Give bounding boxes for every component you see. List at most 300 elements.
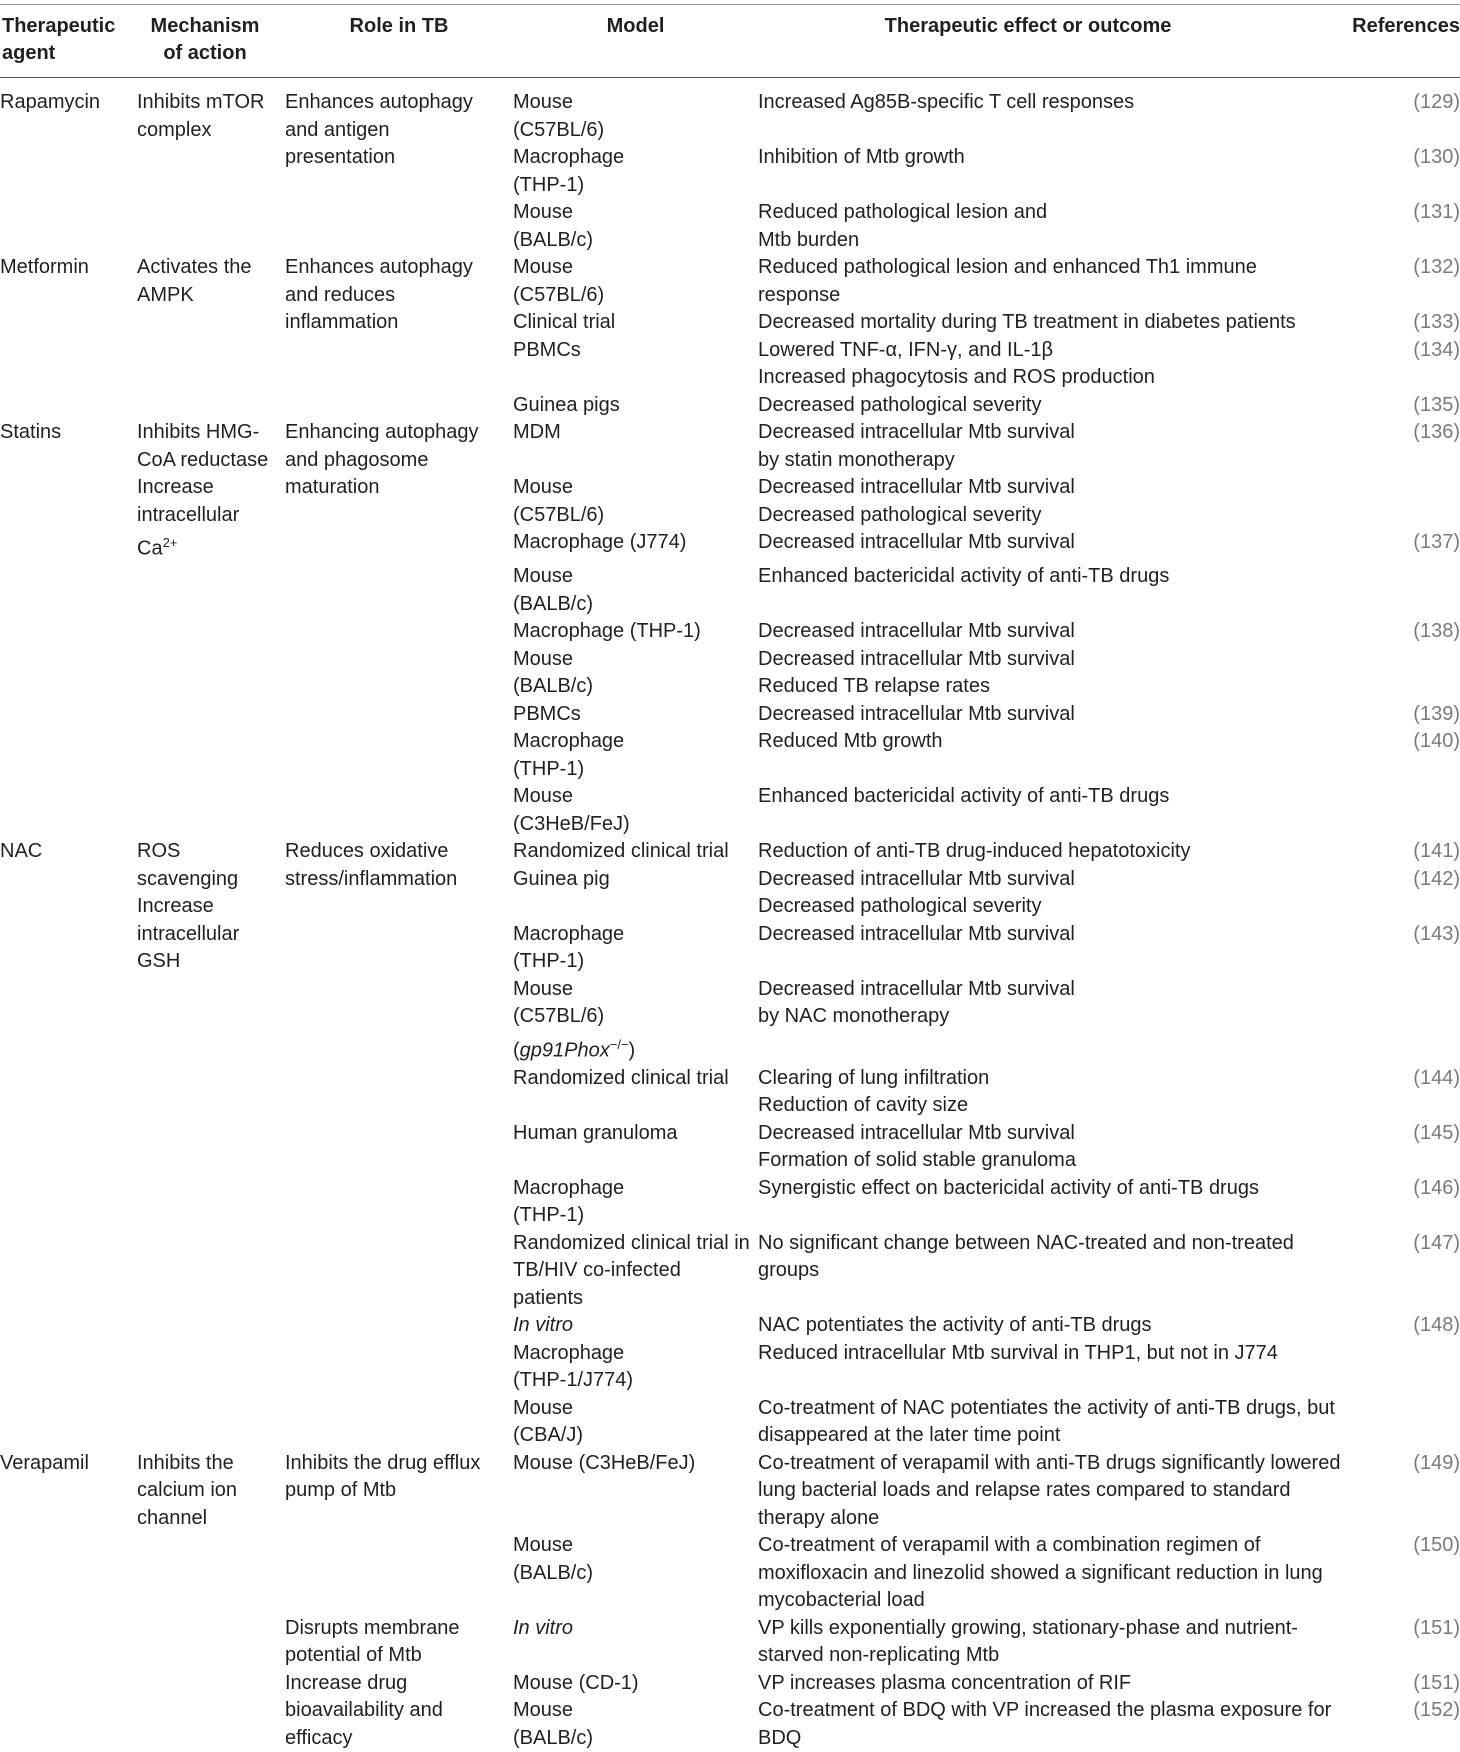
table-row (0, 948, 1460, 976)
cell-mechanism (137, 1560, 285, 1588)
cell-mechanism (137, 701, 285, 729)
cell-agent (0, 1065, 137, 1093)
cell-agent (0, 227, 137, 255)
cell-role (285, 1285, 513, 1313)
cell-reference: (138) (1413, 620, 1460, 643)
cell-role (285, 199, 513, 227)
table-row (0, 529, 1460, 563)
cell-mechanism (137, 563, 285, 591)
cell-model (513, 447, 758, 475)
cell-model (513, 1587, 758, 1615)
table-row (0, 646, 1460, 674)
cell-model: Mouse (513, 1396, 574, 1419)
cell-reference: (151) (1413, 1671, 1460, 1694)
table-row (0, 199, 1460, 227)
cell-role (285, 811, 513, 839)
cell-model: Macrophage (513, 1341, 625, 1364)
cell-reference (1400, 1367, 1460, 1395)
cell-mechanism (137, 1092, 285, 1120)
cell-model (513, 1505, 758, 1533)
cell-role (285, 728, 513, 756)
cell-effect: Clearing of lung infiltration (758, 1066, 990, 1089)
cell-model: Mouse (C3HeB/FeJ) (513, 1451, 696, 1474)
cell-effect: VP kills exponentially growing, stationary-phase and nutrient- (758, 1616, 1298, 1639)
cell-effect: Synergistic effect on bactericidal activity of anti-TB drugs (758, 1176, 1259, 1199)
cell-agent (0, 921, 137, 949)
table-row (0, 701, 1460, 729)
cell-role (285, 337, 513, 365)
cell-agent (0, 172, 137, 200)
table-row (0, 364, 1460, 392)
cell-reference (1400, 282, 1460, 310)
table-row (0, 1642, 1460, 1670)
table-row (0, 474, 1460, 502)
cell-reference: (134) (1413, 338, 1460, 361)
cell-mechanism (137, 673, 285, 701)
table-row (0, 838, 1460, 866)
table-row (0, 337, 1460, 365)
cell-reference: (142) (1413, 867, 1460, 890)
cell-model: Macrophage (THP-1) (513, 620, 701, 643)
table-row (0, 1230, 1460, 1258)
cell-reference: (150) (1413, 1534, 1460, 1557)
cell-mechanism (137, 591, 285, 619)
cell-mechanism: Increase (137, 895, 214, 918)
cell-agent: Metformin (0, 256, 89, 278)
table-row (0, 1532, 1460, 1560)
cell-mechanism: complex (137, 118, 212, 141)
cell-reference (1400, 227, 1460, 255)
header-agent (2, 13, 132, 67)
cell-agent (0, 1202, 137, 1230)
top-rule (0, 4, 1460, 5)
table-row (0, 282, 1460, 310)
cell-agent (0, 591, 137, 619)
cell-effect: Decreased intracellular Mtb survival (758, 421, 1075, 443)
cell-effect: No significant change between NAC-treated and non-treated (758, 1231, 1294, 1254)
cell-role (285, 1202, 513, 1230)
cell-mechanism (137, 646, 285, 674)
header-agent-line1: Therapeutic (2, 15, 116, 37)
cell-agent (0, 1147, 137, 1175)
cell-model: (C57BL/6) (513, 503, 605, 526)
cell-agent (0, 392, 137, 420)
cell-reference (1400, 811, 1460, 839)
cell-model (513, 1642, 758, 1670)
cell-model: (C57BL/6) (513, 283, 605, 306)
cell-model: Macrophage (J774) (513, 531, 687, 553)
cell-model: (THP-1) (513, 173, 585, 196)
header-rule (0, 77, 1460, 78)
cell-effect: Decreased intracellular Mtb survival (758, 977, 1075, 1000)
cell-reference: (136) (1413, 421, 1460, 443)
table-row (0, 756, 1460, 784)
cell-mechanism (137, 1031, 285, 1065)
cell-effect: Decreased intracellular Mtb survival (758, 702, 1075, 725)
cell-reference (1400, 1031, 1460, 1065)
table-row (0, 1615, 1460, 1643)
cell-mechanism: intracellular (137, 922, 240, 945)
cell-effect (758, 591, 1400, 619)
header-role: Role in TB (349, 15, 449, 37)
cell-agent (0, 1422, 137, 1450)
cell-mechanism (137, 199, 285, 227)
cell-effect: Decreased intracellular Mtb survival (758, 922, 1075, 945)
cell-agent (0, 1395, 137, 1423)
cell-mechanism (137, 392, 285, 420)
cell-agent (0, 1257, 137, 1285)
cell-mechanism (137, 1725, 285, 1752)
cell-mechanism (137, 1202, 285, 1230)
cell-model: (BALB/c) (513, 228, 594, 251)
cell-model (513, 1147, 758, 1175)
cell-agent (0, 502, 137, 530)
cell-mechanism (137, 728, 285, 756)
table-row (0, 728, 1460, 756)
cell-effect (758, 948, 1400, 976)
cell-model: (BALB/c) (513, 1561, 594, 1584)
table-row (0, 673, 1460, 701)
cell-role (285, 1587, 513, 1615)
cell-agent (0, 673, 137, 701)
cell-model (513, 1477, 758, 1505)
cell-mechanism (137, 1285, 285, 1313)
cell-agent (0, 1477, 137, 1505)
cell-role: and phagosome (285, 448, 429, 471)
cell-role: potential of Mtb (285, 1644, 422, 1667)
cell-reference (1400, 673, 1460, 701)
cell-reference (1400, 1003, 1460, 1031)
cell-effect: BDQ (758, 1726, 802, 1749)
header-mechanism-line2: of action (163, 42, 247, 64)
cell-model: (BALB/c) (513, 1726, 594, 1749)
cell-reference (1400, 756, 1460, 784)
cell-effect: NAC potentiates the activity of anti-TB drugs (758, 1314, 1152, 1337)
cell-agent (0, 618, 137, 646)
table-row (0, 1395, 1460, 1423)
cell-effect (758, 1202, 1400, 1230)
cell-model: Mouse (513, 565, 574, 588)
cell-agent (0, 199, 137, 227)
cell-reference: (130) (1413, 146, 1460, 168)
cell-effect: Inhibition of Mtb growth (758, 146, 965, 168)
table-row (0, 1422, 1460, 1450)
table-row (0, 1031, 1460, 1065)
header-mechanism (130, 13, 280, 67)
cell-mechanism (137, 756, 285, 784)
cell-mechanism (137, 783, 285, 811)
cell-mechanism (137, 144, 285, 172)
cell-effect: Decreased intracellular Mtb survival (758, 531, 1075, 553)
cell-effect: Increased Ag85B-specific T cell responses (758, 91, 1135, 113)
cell-model: Randomized clinical trial (513, 840, 729, 863)
table-row (0, 117, 1460, 145)
cell-model: Guinea pigs (513, 393, 620, 416)
cell-agent (0, 728, 137, 756)
table-row (0, 1092, 1460, 1120)
cell-role (285, 392, 513, 420)
cell-effect: Co-treatment of verapamil with anti-TB drugs significantly lowered (758, 1451, 1341, 1474)
cell-effect: Co-treatment of verapamil with a combination regimen of (758, 1534, 1261, 1557)
cell-model: PBMCs (513, 702, 581, 725)
cell-agent (0, 976, 137, 1004)
cell-reference (1400, 1505, 1460, 1533)
cell-model: (THP-1) (513, 950, 585, 973)
cell-role (285, 783, 513, 811)
cell-role: Enhances autophagy (285, 91, 473, 113)
cell-model: Mouse (513, 256, 574, 278)
cell-agent (0, 1615, 137, 1643)
cell-agent: Statins (0, 421, 62, 443)
table-row (0, 1450, 1460, 1478)
cell-agent (0, 364, 137, 392)
cell-mechanism (137, 1642, 285, 1670)
cell-mechanism (137, 1230, 285, 1258)
cell-model: (C57BL/6) (513, 1005, 605, 1028)
cell-effect (758, 172, 1400, 200)
cell-reference: (148) (1413, 1314, 1460, 1337)
cell-mechanism (137, 811, 285, 839)
cell-role (285, 1340, 513, 1368)
cell-effect: Reduced Mtb growth (758, 730, 943, 753)
table-row (0, 1312, 1460, 1340)
table-row (0, 1367, 1460, 1395)
cell-role: Reduces oxidative (285, 840, 449, 863)
cell-mechanism (137, 309, 285, 337)
cell-mechanism (137, 1395, 285, 1423)
table-row (0, 227, 1460, 255)
cell-effect (758, 1367, 1400, 1395)
cell-model: MDM (513, 421, 561, 443)
cell-reference (1400, 1092, 1460, 1120)
cell-reference (1400, 1202, 1460, 1230)
table-row (0, 1120, 1460, 1148)
cell-agent (0, 282, 137, 310)
table-row (0, 893, 1460, 921)
cell-effect: moxifloxacin and linezolid showed a significant reduction in lung (758, 1561, 1323, 1584)
cell-model (513, 364, 758, 392)
cell-mechanism (137, 1003, 285, 1031)
cell-reference: (151) (1413, 1616, 1460, 1639)
cell-reference (1400, 976, 1460, 1004)
cell-mechanism (137, 337, 285, 365)
cell-agent (0, 1031, 137, 1065)
cell-role: and reduces (285, 283, 396, 306)
cell-model: Randomized clinical trial in (513, 1231, 750, 1254)
cell-reference: (143) (1413, 922, 1460, 945)
cell-effect: Lowered TNF-α, IFN-γ, and IL-1β (758, 338, 1054, 361)
cell-model: (gp91Phox−/−) (513, 1036, 636, 1062)
cell-agent (0, 1092, 137, 1120)
cell-agent (0, 646, 137, 674)
cell-agent (0, 117, 137, 145)
cell-agent: NAC (0, 840, 43, 863)
table-row (0, 921, 1460, 949)
cell-reference (1400, 1257, 1460, 1285)
cell-model: TB/HIV co-infected (513, 1259, 681, 1282)
cell-effect: Decreased pathological severity (758, 503, 1042, 526)
table-row (0, 1505, 1460, 1533)
cell-agent: Rapamycin (0, 91, 101, 113)
table-body (0, 89, 1460, 1752)
cell-role (285, 673, 513, 701)
cell-agent (0, 1175, 137, 1203)
cell-model: Macrophage (513, 730, 625, 753)
cell-mechanism: scavenging (137, 867, 239, 890)
cell-reference: (129) (1413, 91, 1460, 113)
cell-reference (1400, 646, 1460, 674)
table-row (0, 1477, 1460, 1505)
cell-reference (1400, 364, 1460, 392)
cell-mechanism (137, 1422, 285, 1450)
table-row (0, 502, 1460, 530)
cell-effect: Co-treatment of BDQ with VP increased the plasma exposure for (758, 1699, 1332, 1722)
cell-role (285, 1560, 513, 1588)
table-row (0, 1003, 1460, 1031)
cell-mechanism (137, 1367, 285, 1395)
cell-effect (758, 811, 1400, 839)
cell-role: Enhances autophagy (285, 256, 473, 278)
table-row (0, 591, 1460, 619)
cell-reference: (137) (1413, 531, 1460, 553)
cell-reference: (144) (1413, 1066, 1460, 1089)
cell-mechanism: CoA reductase (137, 448, 269, 471)
table-row (0, 1560, 1460, 1588)
table-row (0, 618, 1460, 646)
cell-model: (C57BL/6) (513, 118, 605, 141)
cell-role (285, 1422, 513, 1450)
cell-role: presentation (285, 146, 396, 168)
cell-mechanism (137, 618, 285, 646)
cell-reference: (145) (1413, 1121, 1460, 1144)
cell-model: (CBA/J) (513, 1424, 583, 1447)
cell-mechanism (137, 1670, 285, 1698)
cell-effect: by NAC monotherapy (758, 1005, 950, 1028)
cell-role (285, 1092, 513, 1120)
cell-model: Mouse (CD-1) (513, 1671, 639, 1694)
cell-reference (1400, 563, 1460, 591)
cell-role: Inhibits the drug efflux (285, 1451, 481, 1474)
cell-reference (1400, 1340, 1460, 1368)
cell-reference: (152) (1413, 1699, 1460, 1722)
cell-mechanism (137, 227, 285, 255)
cell-reference: (141) (1413, 840, 1460, 863)
cell-effect: Enhanced bactericidal activity of anti-TB drugs (758, 565, 1170, 588)
cell-mechanism: Inhibits the (137, 1451, 234, 1474)
cell-effect (758, 1285, 1400, 1313)
cell-reference: (146) (1413, 1176, 1460, 1199)
cell-mechanism (137, 1587, 285, 1615)
cell-effect: response (758, 283, 841, 306)
cell-role (285, 948, 513, 976)
cell-agent (0, 756, 137, 784)
cell-reference (1400, 948, 1460, 976)
table-row (0, 976, 1460, 1004)
cell-mechanism: Inhibits mTOR (137, 91, 265, 113)
cell-reference (1400, 1642, 1460, 1670)
cell-reference (1400, 1147, 1460, 1175)
cell-role (285, 1367, 513, 1395)
cell-effect: Decreased intracellular Mtb survival (758, 1121, 1075, 1144)
cell-agent (0, 1505, 137, 1533)
cell-agent (0, 474, 137, 502)
cell-model: Mouse (513, 977, 574, 1000)
cell-mechanism: GSH (137, 950, 181, 973)
cell-agent (0, 1312, 137, 1340)
cell-mechanism: channel (137, 1506, 208, 1529)
table-row (0, 563, 1460, 591)
cell-effect: Mtb burden (758, 228, 860, 251)
cell-effect: Reduced intracellular Mtb survival in THP1, but not in J774 (758, 1341, 1278, 1364)
cell-model: Human granuloma (513, 1121, 678, 1144)
table-row (0, 144, 1460, 172)
cell-mechanism (137, 1340, 285, 1368)
header-references: References (1352, 15, 1460, 37)
cell-role (285, 618, 513, 646)
cell-model: Clinical trial (513, 311, 616, 333)
cell-role: Increase drug (285, 1671, 408, 1694)
cell-model: In vitro (513, 1616, 574, 1639)
cell-role: Enhancing autophagy (285, 421, 479, 443)
cell-agent: Verapamil (0, 1451, 89, 1474)
cell-reference: (147) (1413, 1231, 1460, 1254)
cell-model: (THP-1) (513, 1204, 585, 1227)
header-model: Model (606, 15, 665, 37)
cell-effect: lung bacterial loads and relapse rates compared to standard (758, 1479, 1291, 1502)
cell-effect: mycobacterial load (758, 1589, 925, 1612)
cell-role: Disrupts membrane (285, 1616, 460, 1639)
cell-role (285, 563, 513, 591)
cell-mechanism: AMPK (137, 283, 194, 306)
cell-effect: Decreased pathological severity (758, 895, 1042, 918)
cell-role (285, 1230, 513, 1258)
table-row (0, 1697, 1460, 1725)
cell-reference (1400, 447, 1460, 475)
cell-model: Guinea pig (513, 867, 610, 890)
cell-agent (0, 1120, 137, 1148)
cell-mechanism: calcium ion (137, 1479, 238, 1502)
cell-reference: (140) (1413, 730, 1460, 753)
cell-model: Macrophage (513, 146, 625, 168)
cell-reference (1400, 591, 1460, 619)
cell-reference (1400, 893, 1460, 921)
cell-reference: (131) (1413, 201, 1460, 223)
cell-role (285, 364, 513, 392)
cell-effect: Reduction of anti-TB drug-induced hepatotoxicity (758, 840, 1191, 863)
cell-effect (758, 1031, 1400, 1065)
table-row (0, 89, 1460, 117)
cell-mechanism (137, 364, 285, 392)
cell-role (285, 529, 513, 563)
cell-effect: Co-treatment of NAC potentiates the activity of anti-TB drugs, but (758, 1396, 1335, 1419)
cell-role (285, 1395, 513, 1423)
cell-effect: Formation of solid stable granuloma (758, 1149, 1076, 1172)
table-row (0, 1725, 1460, 1752)
cell-agent (0, 309, 137, 337)
cell-effect (758, 117, 1400, 145)
cell-agent (0, 701, 137, 729)
cell-role (285, 976, 513, 1004)
cell-role (285, 227, 513, 255)
cell-reference: (133) (1413, 311, 1460, 333)
cell-mechanism (137, 1312, 285, 1340)
cell-agent (0, 144, 137, 172)
table-row (0, 172, 1460, 200)
table-row (0, 419, 1460, 447)
cell-agent (0, 1532, 137, 1560)
cell-effect: Decreased intracellular Mtb survival (758, 476, 1075, 498)
cell-effect: Reduced TB relapse rates (758, 675, 990, 698)
